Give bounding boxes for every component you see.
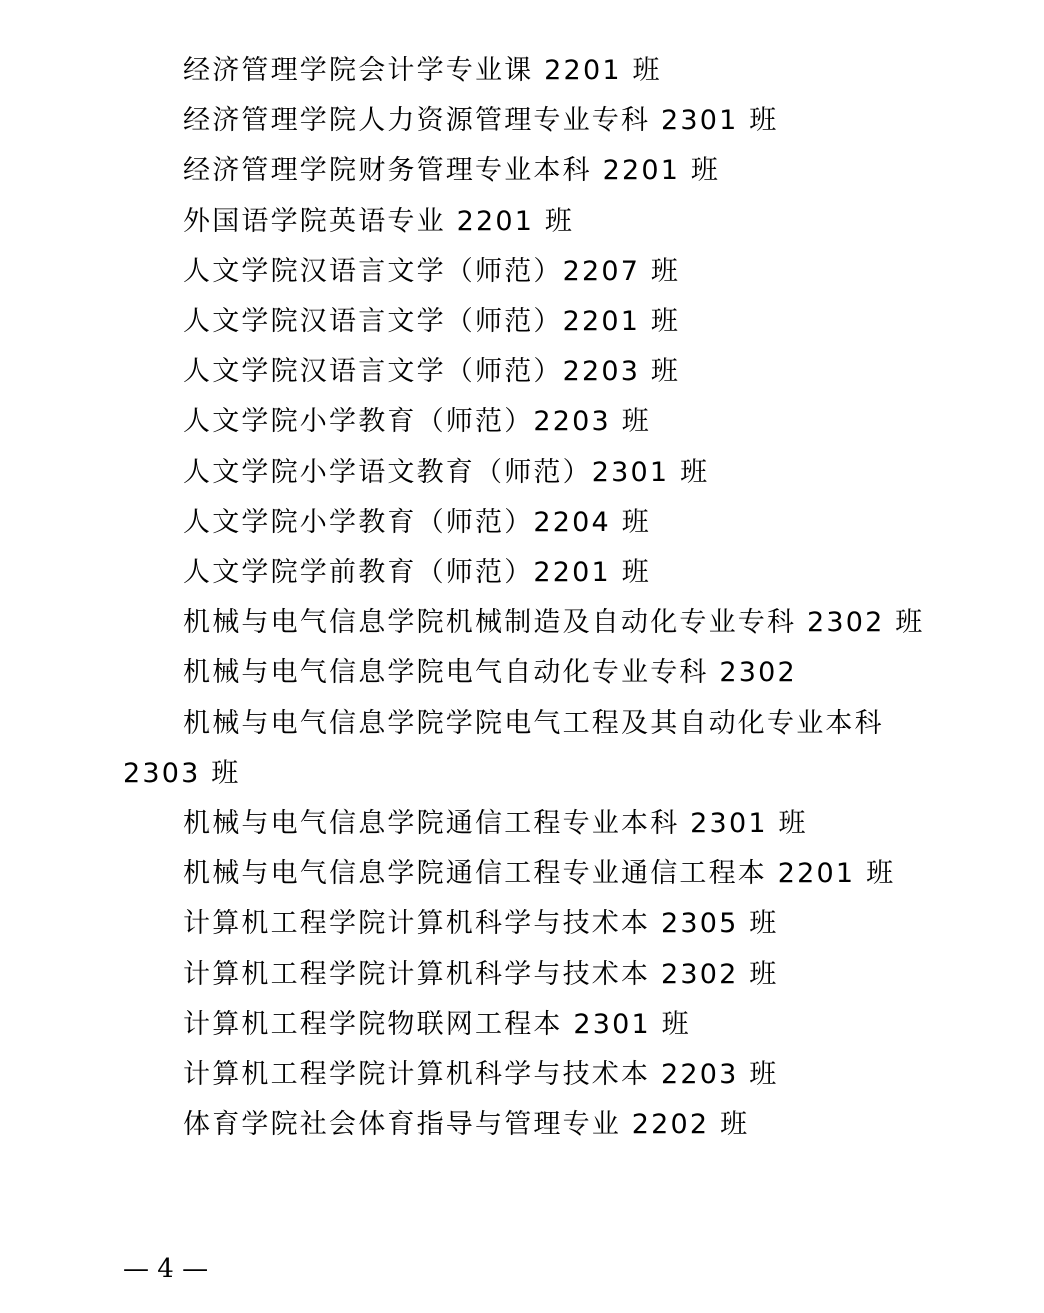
class-list-item: 机械与电气信息学院通信工程专业本科 2301 班	[183, 808, 808, 840]
class-list-item: 机械与电气信息学院通信工程专业通信工程本 2201 班	[183, 858, 896, 890]
class-list-item: 机械与电气信息学院电气自动化专业专科 2302	[183, 657, 797, 689]
class-list-item: 人文学院汉语言文学（师范）2207 班	[183, 255, 681, 287]
class-list-item: 计算机工程学院计算机科学与技术本 2203 班	[183, 1059, 779, 1091]
class-list-item: 人文学院小学教育（师范）2204 班	[183, 506, 651, 538]
class-list-item: 人文学院小学语文教育（师范）2301 班	[183, 456, 710, 488]
class-list-item: 人文学院学前教育（师范）2201 班	[183, 557, 651, 589]
class-list-item: 计算机工程学院计算机科学与技术本 2302 班	[183, 958, 779, 990]
class-list-item: 经济管理学院人力资源管理专业专科 2301 班	[183, 105, 779, 137]
class-list-item: 人文学院汉语言文学（师范）2201 班	[183, 306, 681, 338]
class-list-item: 人文学院汉语言文学（师范）2203 班	[183, 356, 681, 388]
class-list-item: 人文学院小学教育（师范）2203 班	[183, 406, 651, 438]
class-list-item: 经济管理学院会计学专业课 2201 班	[183, 55, 662, 86]
document-body	[123, 46, 943, 1150]
page-number: — 4 —	[123, 1254, 209, 1284]
class-list-item: 计算机工程学院计算机科学与技术本 2305 班	[183, 908, 779, 940]
class-list-item: 体育学院社会体育指导与管理专业 2202 班	[183, 1109, 750, 1141]
class-list-item: 外国语学院英语专业 2201 班	[183, 205, 575, 237]
class-list-item: 经济管理学院财务管理专业本科 2201 班	[183, 155, 721, 187]
class-list-item: 机械与电气信息学院机械制造及自动化专业专科 2302 班	[183, 607, 925, 639]
class-list-item: 机械与电气信息学院学院电气工程及其自动化专业本科 2303 班	[123, 707, 884, 789]
class-list-item: 计算机工程学院物联网工程本 2301 班	[183, 1008, 691, 1040]
